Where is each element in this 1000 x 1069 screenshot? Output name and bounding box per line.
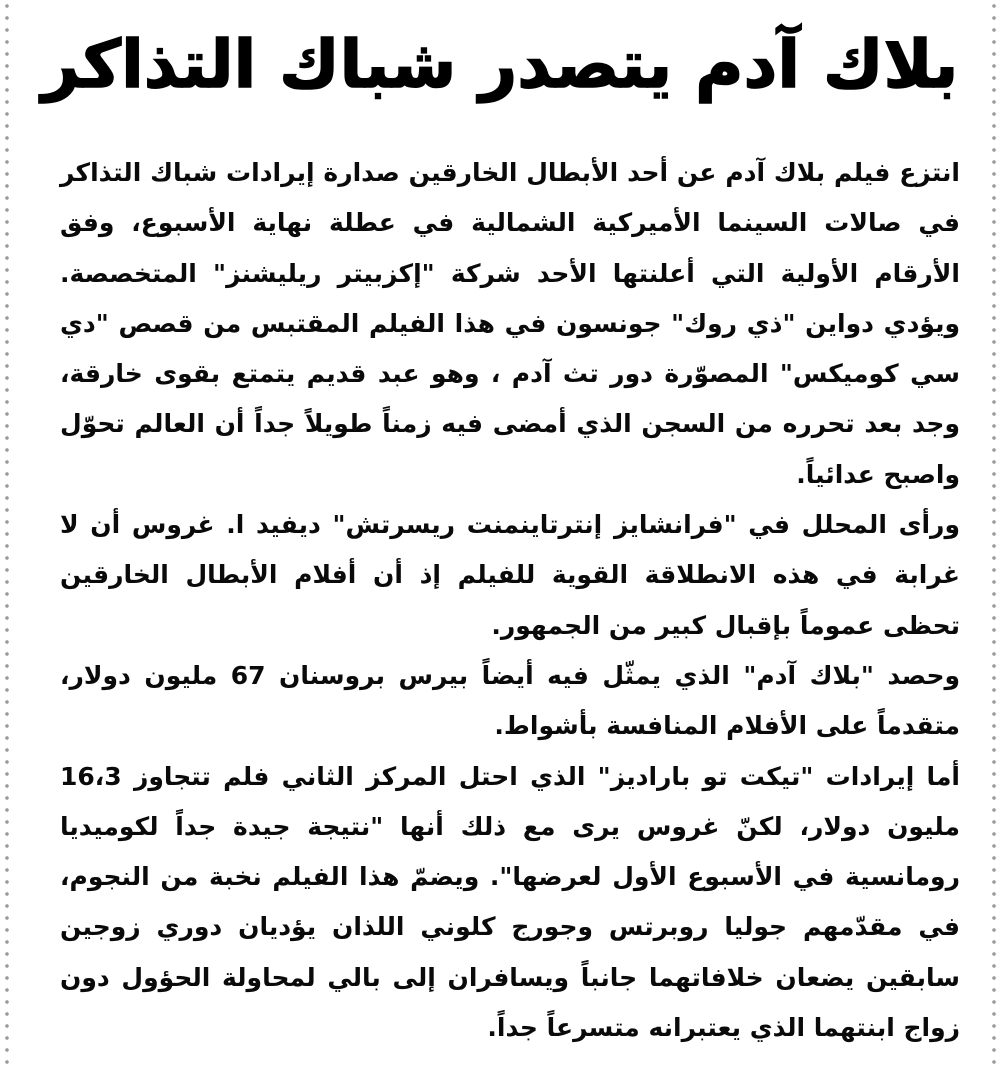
article-paragraph-1: انتزع فيلم بلاك آدم عن أحد الأبطال الخارقين صدارة إيرادات شباك التذاكر في صالات السينما الأميركية الشمالية في عطلة نهاية الأسبوع، وفق الأرقام الأولية التي أعلنتها الأحد شركة "إكزبيتر ريليشنز" المتخصصة. ويؤدي دواين "ذي روك" جونسون في هذا الفيلم المقتبس من قصص "دي سي كوميكس" المصوّرة دور تث آدم ، وهو عبد قديم يتمتع بقوى خارقة، وجد بعد تحرره من السجن الذي أمضى فيه زمناً طويلاً جداً أن العالم تحوّل واصبح عدائياً. (60, 158, 960, 489)
article-paragraph-3: وحصد "بلاك آدم" الذي يمثّل فيه أيضاً بيرس بروسنان 67 مليون دولار، متقدماً على الأفلام المنافسة بأشواط. (60, 660, 961, 741)
article-body (60, 148, 960, 1053)
article-paragraph-2: ورأى المحلل في "فرانشايز إنترتاينمنت ريسرتش" ديفيد ا. غروس أن لا غرابة في هذه الانطلاقة القوية للفيلم إذ أن أفلام الأبطال الخارقين تحظى عموماً بإقبال كبير من الجمهور. (60, 510, 960, 640)
left-dotted-border (4, 0, 10, 1069)
right-dotted-border (991, 0, 997, 1069)
article-headline: بلاك آدم يتصدر شباك التذاكر (41, 26, 959, 103)
article-paragraph-4: أما إيرادات "تيكت تو باراديز" الذي احتل المركز الثاني فلم تتجاوز 16،3 مليون دولار، لكنّ غروس يرى مع ذلك أنها "نتيجة جيدة جداً لكوميديا رومانسية في الأسبوع الأول لعرضها". ويضمّ هذا الفيلم نخبة من النجوم، في مقدّمهم جوليا روبرتس وجورج كلوني اللذان يؤديان دوري زوجين سابقين يضعان خلافاتهما جانباً ويسافران إلى بالي لمحاولة الحؤول دون زواج ابنتهما الذي يعتبرانه متسرعاً جداً. (60, 761, 960, 1043)
